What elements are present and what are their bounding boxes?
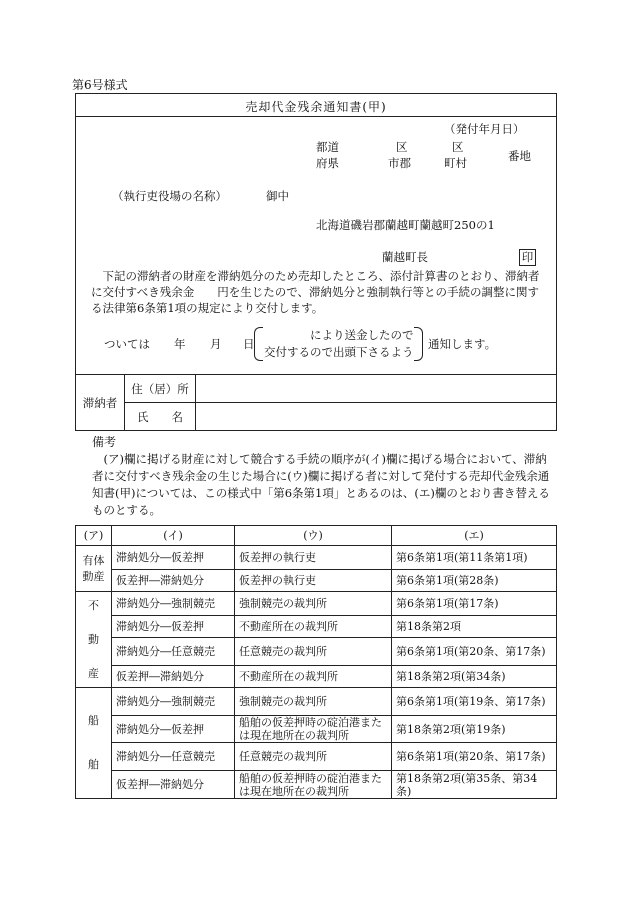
table-body bbox=[76, 546, 557, 799]
property-type-label: 舶 bbox=[88, 758, 99, 771]
closing-month: 月 bbox=[210, 337, 222, 351]
remarks-heading: 備考 bbox=[92, 435, 117, 449]
cell-u: 強制競売の裁判所 bbox=[235, 688, 392, 716]
property-type-cell bbox=[76, 688, 112, 799]
table-row bbox=[76, 570, 557, 592]
table-row bbox=[76, 688, 557, 716]
cell-u: 強制競売の裁判所 bbox=[235, 592, 392, 616]
cell-u: 不動産所在の裁判所 bbox=[235, 616, 392, 638]
table-row bbox=[76, 771, 557, 799]
cell-i: 仮差押―滞納処分 bbox=[112, 771, 235, 799]
property-type-cell bbox=[76, 546, 112, 592]
issuer-address: 北海道磯岩郡蘭越町蘭越町250の1 bbox=[316, 218, 495, 232]
name-label: 氏 名 bbox=[125, 403, 196, 431]
cell-u: 不動産所在の裁判所 bbox=[235, 666, 392, 688]
left-brace bbox=[254, 327, 263, 361]
address-label: 住（居）所 bbox=[125, 375, 196, 403]
cell-u: 任意競売の裁判所 bbox=[235, 743, 392, 771]
cell-u: 船舶の仮差押時の碇泊港または現在地所在の裁判所 bbox=[235, 771, 392, 799]
property-type-label: 船 bbox=[88, 714, 99, 727]
cell-e: 第6条第1項(第11条第1項) bbox=[392, 546, 557, 570]
header-a: (ア) bbox=[76, 526, 112, 546]
cell-e: 第18条第2項 bbox=[392, 616, 557, 638]
address-value bbox=[196, 375, 557, 403]
table-row bbox=[76, 638, 557, 666]
notice-body-text: 下記の滞納者の財産を滞納処分のため売却したところ、添付計算書のとおり、滞納者に交付すべき残余金 円を生じたので、滞納処分と強制執行等との手続の調整に関する法律第6条第1項の規定により交付します。 bbox=[91, 269, 540, 315]
header-i: (イ) bbox=[112, 526, 235, 546]
delinquent-table bbox=[75, 374, 557, 431]
recipient-name: （執行吏役場の名称） bbox=[112, 189, 227, 203]
closing-option-remit: により送金したので bbox=[310, 328, 414, 342]
seal-mark: 印 bbox=[519, 249, 536, 266]
closing-option-appear: 交付するので出頭下さるよう bbox=[264, 345, 414, 359]
notice-body-box bbox=[75, 116, 557, 375]
name-value bbox=[196, 403, 557, 431]
table-row bbox=[76, 616, 557, 638]
property-type-label: 不 bbox=[88, 598, 99, 612]
title-box bbox=[75, 93, 557, 117]
property-type-label: 有体 bbox=[82, 553, 105, 567]
cell-i: 滞納処分―強制競売 bbox=[112, 592, 235, 616]
cell-e: 第18条第2項(第35条、第34条) bbox=[392, 771, 557, 799]
property-type-label: 動 bbox=[88, 632, 99, 646]
property-type-label: 動産 bbox=[82, 569, 105, 583]
cell-u: 仮差押の執行吏 bbox=[235, 570, 392, 592]
closing-year: 年 bbox=[174, 337, 186, 351]
document-title: 売却代金残余通知書(甲) bbox=[245, 100, 387, 114]
substitution-table bbox=[75, 525, 557, 799]
cell-e: 第6条第1項(第20条、第17条) bbox=[392, 743, 557, 771]
closing-day: 日 bbox=[243, 337, 255, 351]
cell-i: 仮差押―滞納処分 bbox=[112, 666, 235, 688]
property-type-cell bbox=[76, 592, 112, 688]
cell-i: 仮差押―滞納処分 bbox=[112, 570, 235, 592]
cell-i: 滞納処分―強制競売 bbox=[112, 688, 235, 716]
remarks-text: (ア)欄に掲げる財産に対して競合する手続の順序が(イ)欄に掲げる場合において、滞納者に交付すべき残余金の生じた場合に(ウ)欄に掲げる者に対して発付する売却代金残余通知書(甲)については、この様式中「第6条第1項」とあるのは、(エ)欄のとおり書き替えるものとする。 bbox=[92, 452, 550, 517]
cell-u: 船舶の仮差押時の碇泊港または現在地所在の裁判所 bbox=[235, 716, 392, 743]
cell-e: 第6条第1項(第28条) bbox=[392, 570, 557, 592]
table-row bbox=[76, 743, 557, 771]
cell-i: 滞納処分―仮差押 bbox=[112, 616, 235, 638]
delinquent-label: 滞納者 bbox=[76, 375, 125, 431]
cell-i: 滞納処分―任意競売 bbox=[112, 743, 235, 771]
issue-date: （発付年月日） bbox=[444, 122, 525, 136]
issuer-name: 蘭越町長 bbox=[382, 250, 428, 264]
unit-chouson-top: 区 bbox=[452, 140, 464, 154]
table-row bbox=[76, 716, 557, 743]
cell-i: 滞納処分―仮差押 bbox=[112, 716, 235, 743]
table-row bbox=[76, 592, 557, 616]
cell-e: 第6条第1項(第17条) bbox=[392, 592, 557, 616]
unit-banchi: 番地 bbox=[508, 149, 531, 163]
unit-todofuken-bottom: 府県 bbox=[316, 156, 339, 170]
cell-e: 第18条第2項(第19条) bbox=[392, 716, 557, 743]
form-number-label: 第6号様式 bbox=[72, 78, 128, 92]
table-row bbox=[76, 546, 557, 570]
property-type-label: 産 bbox=[88, 666, 99, 680]
closing-tsuchi: 通知します。 bbox=[428, 337, 497, 351]
cell-e: 第6条第1項(第20条、第17条) bbox=[392, 638, 557, 666]
cell-i: 滞納処分―任意競売 bbox=[112, 638, 235, 666]
cell-i: 滞納処分―仮差押 bbox=[112, 546, 235, 570]
unit-chouson-bottom: 町村 bbox=[444, 156, 467, 170]
unit-shigun-bottom: 市郡 bbox=[388, 156, 411, 170]
unit-todofuken-top: 都道 bbox=[316, 140, 339, 154]
closing-tsuitewa: ついては bbox=[104, 337, 150, 351]
cell-u: 任意競売の裁判所 bbox=[235, 638, 392, 666]
cell-e: 第18条第2項(第34条) bbox=[392, 666, 557, 688]
header-u: (ウ) bbox=[235, 526, 392, 546]
unit-shigun-top: 区 bbox=[396, 140, 408, 154]
right-brace bbox=[414, 327, 423, 361]
cell-e: 第6条第1項(第19条、第17条) bbox=[392, 688, 557, 716]
table-header-row bbox=[76, 526, 557, 546]
onchu-label: 御中 bbox=[266, 189, 289, 203]
header-e: (エ) bbox=[392, 526, 557, 546]
cell-u: 仮差押の執行吏 bbox=[235, 546, 392, 570]
table-row bbox=[76, 666, 557, 688]
